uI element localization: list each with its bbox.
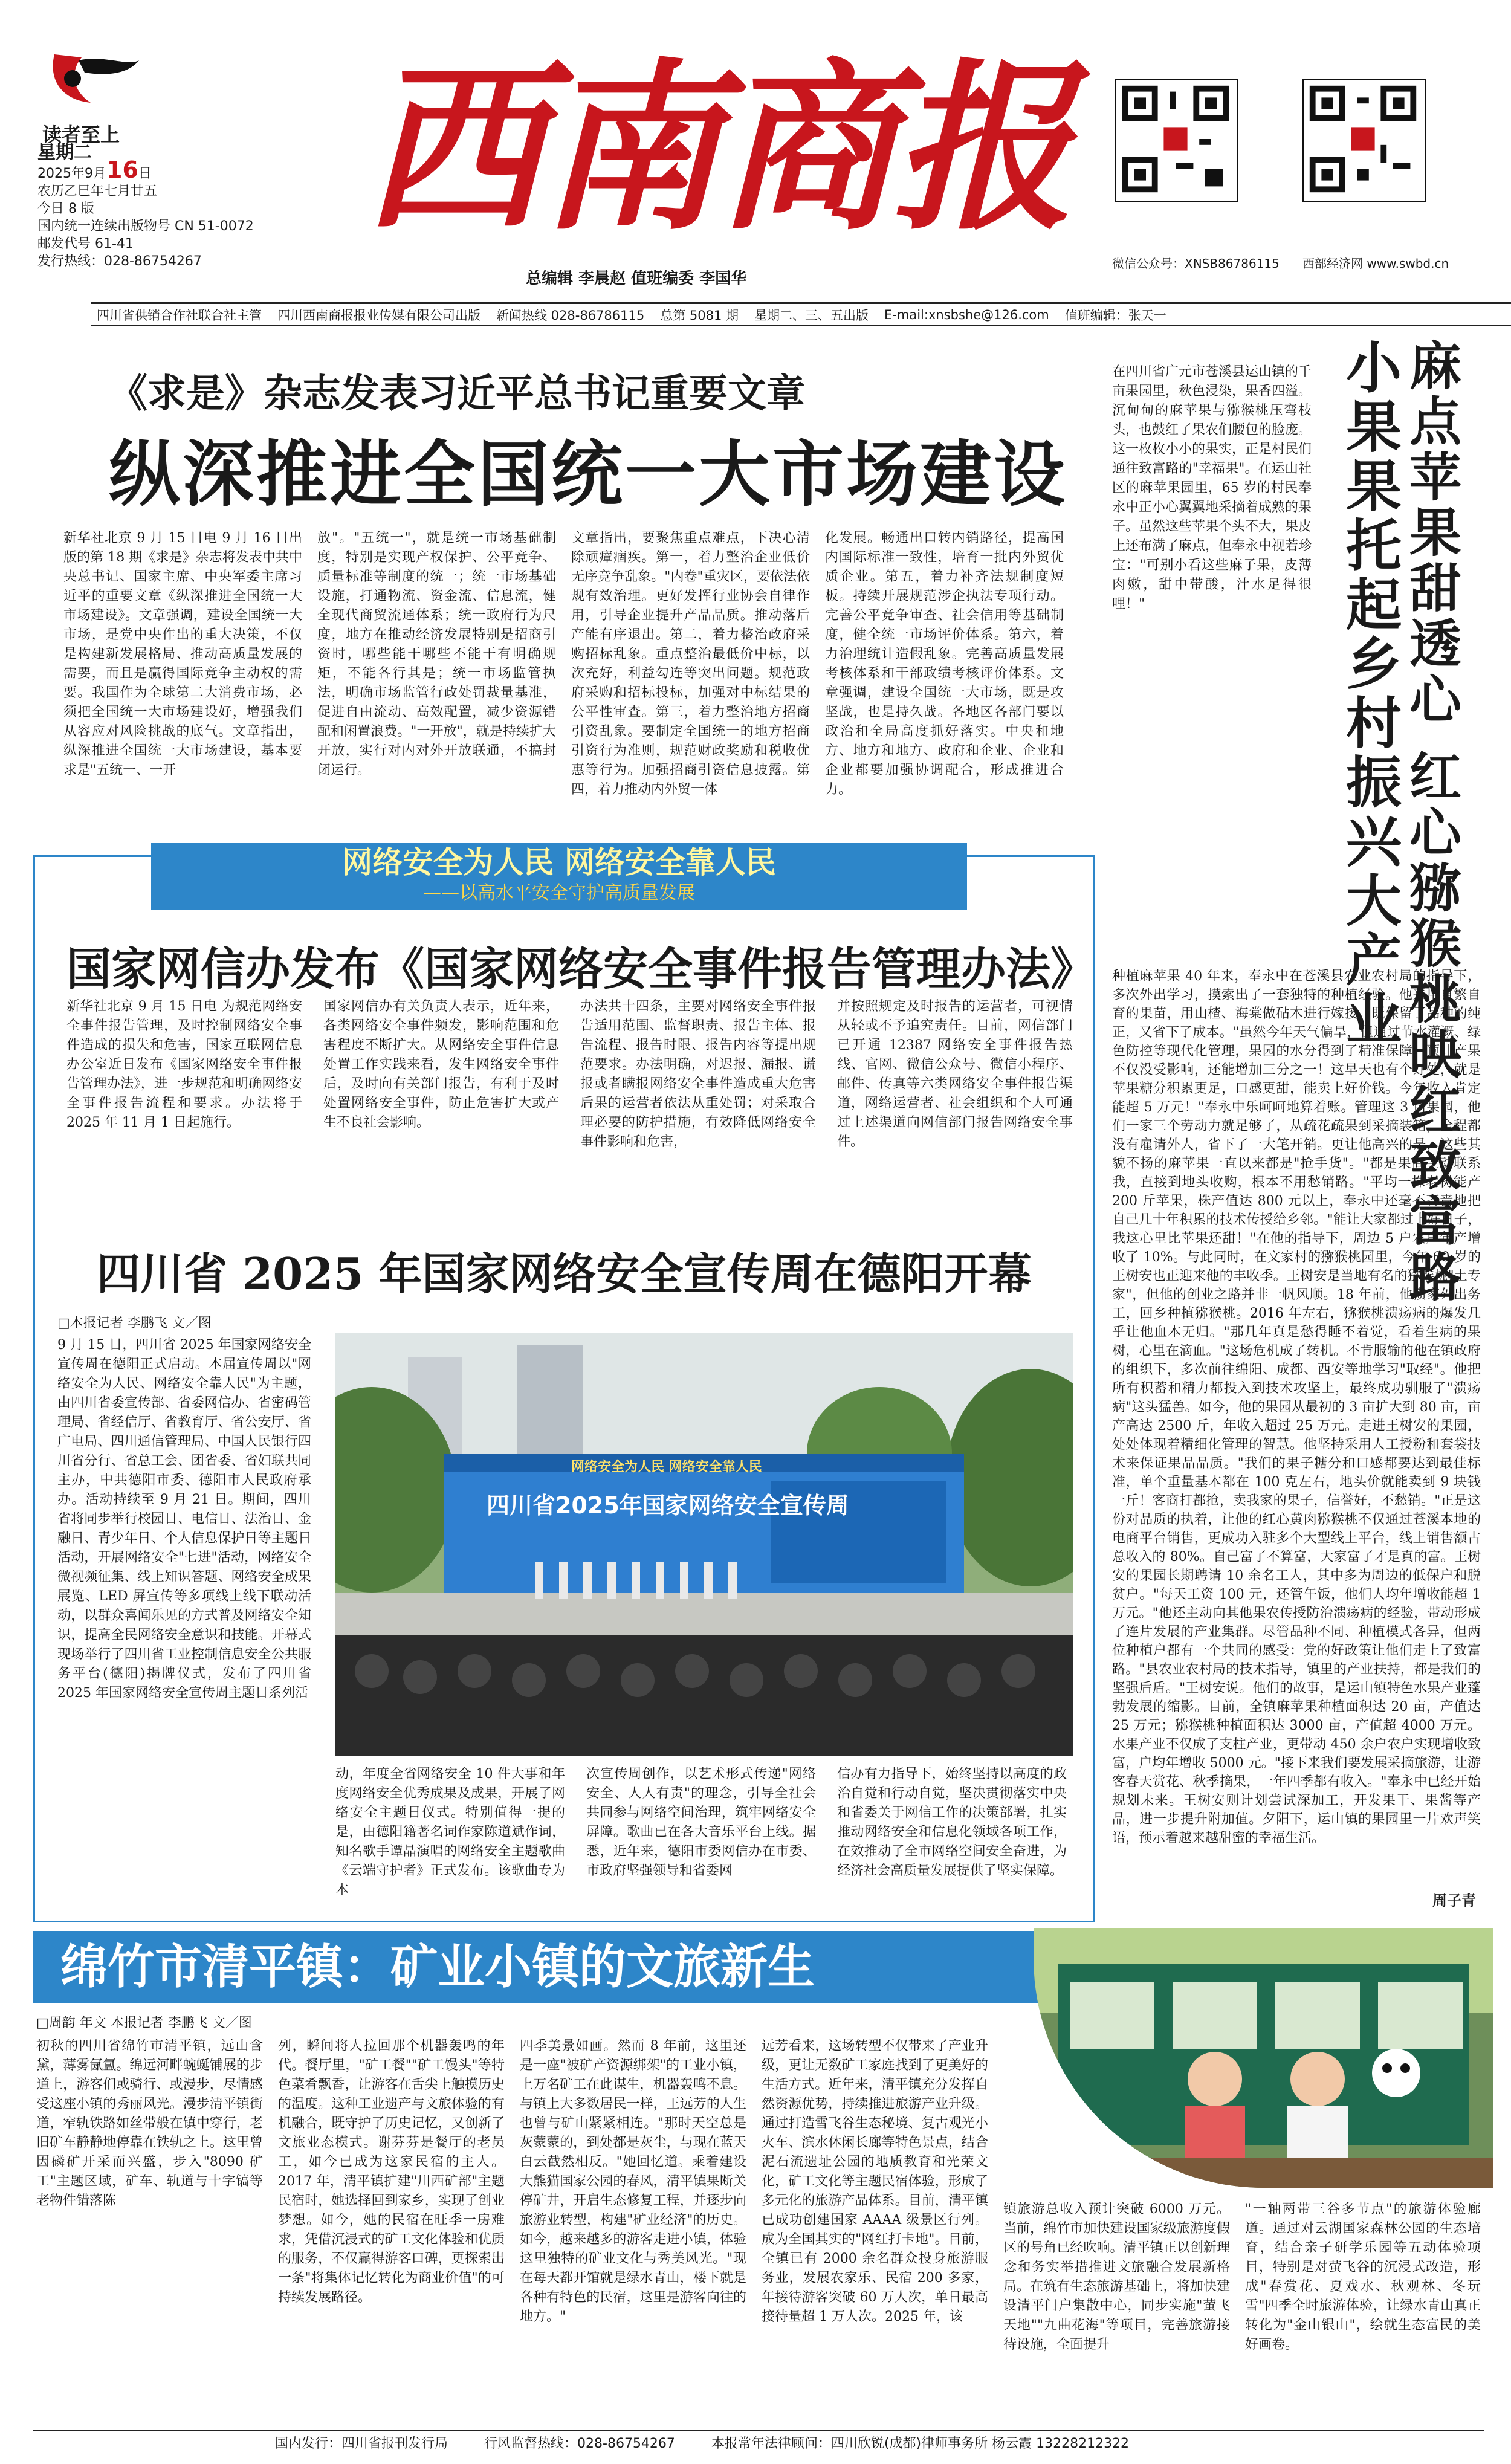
lead-col-1: 新华社北京 9 月 15 日电 9 月 16 日出版的第 18 期《求是》杂志将发表中共中央总书记、国家主席、中央军委主席习近平的重要文章《纵深推进全国统一大市场建设》。文章强调，建设全国统一大市场，是党中央作出的重大决策，不仅是构建新发展格局、推动高质量发展的需要，而且是赢得国际竞争主动权的需要。我国作为全球第二大消费市场，必须把全国统一大市场建设好，增强我们从容应对风险挑战的底气。文章指出，纵深推进全国统一大市场建设，基本要求是"五统一、一开 (63, 531, 302, 778)
publication-info-bar (91, 302, 1511, 326)
story2-col-4: 信办有力指导下，始终坚持以高度的政治自觉和行动自觉，坚决贯彻落实中央和省委关于网信工作的决策部署，扎实推动网络安全和信息化领域各项工作，在效推动了全市网络空间安全奋进，为经济社会高质量发展提供了坚实保障。 (837, 1767, 1067, 1878)
email: E-mail:xnsbshe@126.com (884, 307, 1049, 322)
story1-col-4: 并按照规定及时报告的运营者，可视情从轻或不予追究责任。目前，网信部门已开通 12387 网络安全事件报告热线、官网、微信公众号、微信小程序、邮件、传真等六类网络安全事件报告渠道，网络运营者、社会组织和个人可通过上述渠道向网信部门报告网络安全事件。 (837, 999, 1073, 1150)
bottom-col-3: 四季美景如画。然而 8 年前，这里还是一座"被矿产资源绑架"的工业小镇，上万名矿工在此谋生，机器轰鸣不息。与镇上大多数居民一样，王远芳的人生也曾与矿山紧紧相连。"那时天空总是灰蒙蒙的，到处都是灰尘，与现在蓝天白云截然相反。"她回忆道。乘着建设大熊猫国家公园的春风，清平镇果断关停矿井，开启生态修复工程，并逐步向旅游业转型，构建"矿业经济"的历史。如今，越来越多的游客走进小镇，体验这里独特的矿业文化与秀美风光。"现在每天都开馆就是绿水青山，楼下就是各种有特色的民宿，这里是游客向往的地方。" (520, 2039, 746, 2324)
security-banner-subtitle: ——以高水平安全守护高质量发展 (423, 882, 695, 904)
qr-code-website[interactable] (1302, 79, 1426, 202)
story2-headline: 四川省 2025 年国家网络安全宣传周在德阳开幕 (97, 1248, 1032, 1299)
right-headline-b: 小果果托起乡村振兴大产业 (1337, 338, 1402, 1049)
footer-legal: 本报常年法律顾问：四川欣锐(成都)律师事务所 杨云霞 13228212322 (711, 2436, 1130, 2451)
hotline: 发行热线：028-86754267 (37, 254, 202, 269)
lunar-date: 农历乙巳年七月廿五 (37, 184, 158, 199)
bottom-col-6: "一轴两带三谷多节点"的旅游体验廊道。通过对云湖国家森林公园的生态培育，结合亲子研学乐园等五动体验项目，特别是对萤飞谷的沉浸式改造，形成"春赏花、夏戏水、秋观林、冬玩雪"四季全时旅游体验，让绿水青山真正转化为"金山银山"，绘就生态富民的美好画卷。 (1245, 2202, 1481, 2352)
bottom-col-2: 列，瞬间将人拉回那个机器轰鸣的年代。餐厅里，"矿工餐""矿工馒头"等特色菜肴飘香，让游客在舌尖上触摸历史的温度。这种工业遗产与文旅体验的有机融合，既守护了历史记忆，又创新了文旅业态模式。谢芬芬是餐厅的老员工，如今已成为这家民宿的主人。2017 年，清平镇扩建"川西矿部"主题民宿时，她选择回到家乡，实现了创业梦想。如今，她的民宿在旺季一房难求，凭借沉浸式的矿工文化体验和优质的服务，不仅赢得游客口碑，更探索出一条"将集体记忆转化为商业价值"的可持续发展路径。 (278, 2039, 505, 2305)
bottom-col-4: 远芳看来，这场转型不仅带来了产业升级，更让无数矿工家庭找到了更美好的生活方式。近年来，清平镇充分发挥自然资源优势，持续推进旅游产业升级。通过打造雪飞谷生态秘境、复古观光小火车、滨水休闲长廊等特色景点，结合泥石流遗址公园的地质教育和光荣文化，矿工文化等主题民宿体验，形成了多元化的旅游产品体系。目前，清平镇已成功创建国家 AAAA 级景区行列。成为全国其实的"网红打卡地"。目前，全镇已有 2000 余名群众投身旅游服务业，发展农家乐、民宿 200 多家，年接待游客突破 60 万人次，单日最高接待量超 1 万人次。2025 年，该 (762, 2039, 988, 2324)
paper-title: 西南商报 (363, 41, 1069, 254)
newspaper-logo (36, 42, 145, 115)
story2-col-2: 动，年度全省网络安全 10 件大事和年度网络安全优秀成果及成果，开展了网络安全主题日仪式。特别值得一提的是，由德阳籍著名词作家陈道斌作词，知名歌手谭晶演唱的网络安全主题歌曲《云端守护者》正式发布。该歌曲专为本 (335, 1767, 565, 1898)
weekday: 星期二 (37, 142, 92, 163)
right-intro-text: 在四川省广元市苍溪县运山镇的千亩果园里，秋色浸染，果香四溢。沉甸甸的麻苹果与猕猴桃压弯枝头，也鼓红了果农们腰包的脸庞。这一枚枚小小的果实，正是村民们通往致富路的"幸福果"。在运山社区的麻苹果园里，65 岁的村民奉永中正小心翼翼地采摘着成熟的果子。虽然这些苹果个头不大，果皮上还布满了麻点，但奉永中视若珍宝："可别小看这些麻子果，皮薄肉嫩，甜中带酸，汁水足得很哩！" (1112, 364, 1312, 612)
news-hotline: 新闻热线 028-86786115 (496, 308, 645, 323)
story2-byline: □本报记者 李鹏飞 文／图 (57, 1316, 212, 1331)
right-author: 周子青 (1432, 1892, 1476, 1909)
duty-editor: 值班编辑：张天一 (1064, 308, 1166, 323)
publisher-supervisor: 四川省供销合作社联合社主管 (97, 308, 262, 323)
photo-stage-slogan: 网络安全为人民 网络安全靠人民 (571, 1460, 762, 1475)
tour-train-photo (1034, 1928, 1493, 2188)
bottom-col-5: 镇旅游总收入预计突破 6000 万元。当前，绵竹市加快建设国家级旅游度假区的号角已经吹响。清平镇正以创新理念和务实举措推进文旅融合发展新格局。在筑有生态旅游基础上，将加快建设清平门户集散中心，同步实施"萤飞天地""九曲花海"等项目，完善旅游接待设施，全面提升 (1003, 2202, 1230, 2352)
footer-supervision: 行风监督热线：028-86754267 (484, 2436, 675, 2451)
page-count: 今日 8 版 (37, 201, 94, 216)
footer-distribution: 国内发行：四川省报刊发行局 (275, 2436, 448, 2451)
cn-number: 国内统一连续出版物号 CN 51-0072 (37, 219, 254, 234)
lead-col-2: 放"。"五统一"，就是统一市场基础制度，特别是实现产权保护、公平竞争、质量标准等制度的统一；统一市场基础设施，打通物流、资金流、信息流，健全现代商贸流通体系；统一政府行为尺度，地方在推动经济发展特别是招商引资时，哪些能干哪些不能干有明确规矩，不能各行其是；统一市场监管执法，明确市场监管行政处罚裁量基准，促进自由流动、高效配置，减少资源错配和闲置浪费。"一开放"，就是持续扩大开放，实行对内对外开放联通，不搞封闭运行。 (317, 531, 556, 778)
logo-tagline: 读者至上 (42, 123, 120, 146)
publication-days: 星期二、三、五出版 (754, 308, 869, 323)
issue-date: 2025年9月16日 (37, 157, 152, 183)
bottom-feature-banner (33, 1931, 1091, 2003)
issue-info (37, 144, 254, 270)
bottom-byline: □周韵 年文 本报记者 李鹏飞 文／图 (36, 2016, 252, 2031)
story2-col-left: 9 月 15 日，四川省 2025 年国家网络安全宣传周在德阳正式启动。本届宣传周以"网络安全为人民、网络安全靠人民"为主题，由四川省委宣传部、省委网信办、省密码管理局、省经信厅、省教育厅、省公安厅、省广电局、四川通信管理局、中国人民银行四川省分行、省总工会、团省委、省妇联共同主办，中共德阳市委、德阳市人民政府承办。活动持续至 9 月 21 日。期间，四川省将同步举行校园日、电信日、法治日、金融日、青少年日、个人信息保护日等主题日活动，开展网络安全"七进"活动，网络安全微视频征集、线上知识答题、网络安全成果展览、LED 屏宣传等多项线上线下联动活动，以群众喜闻乐见的方式普及网络安全知识，提高全民网络安全意识和技能。开幕式现场举行了四川省工业控制信息安全公共服务平台(德阳)揭牌仪式，发布了四川省 2025 年国家网络安全宣传周主题日系列活 (57, 1337, 311, 1701)
security-banner (151, 843, 967, 910)
qr-caption-wechat: 微信公众号：XNSB86786115 (1112, 256, 1280, 271)
bottom-feature-headline: 绵竹市清平镇：矿业小镇的文旅新生 (60, 1939, 815, 1994)
footer-bar (33, 2430, 1484, 2454)
qr-code-wechat[interactable] (1115, 79, 1238, 202)
postal-code: 邮发代号 61-41 (37, 236, 134, 251)
right-headline-a: 麻点苹果甜透心 红心猕猴桃映红致富路 (1400, 338, 1461, 1305)
story1-headline: 国家网信办发布《国家网络安全事件报告管理办法》 (66, 943, 1095, 995)
opening-ceremony-photo (335, 1333, 1073, 1756)
story1-col-2: 国家网信办有关负责人表示，近年来，各类网络安全事件频发，影响范围和危害程度不断扩大。从网络安全事件信息处置工作实践来看，发生网络安全事件后，及时向有关部门报告，有利于及时处置网络安全事件，防止危害扩大或产生不良社会影响。 (323, 999, 559, 1130)
photo-stage-title: 四川省2025年国家网络安全宣传周 (487, 1492, 849, 1519)
story1-col-1: 新华社北京 9 月 15 日电 为规范网络安全事件报告管理，及时控制网络安全事件造成的损失和危害，国家互联网信息办公室近日发布《国家网络安全事件报告管理办法》，进一步规范和明确网络安全事件报告流程和要求。办法将于 2025 年 11 月 1 日起施行。 (66, 999, 302, 1130)
lead-headline: 纵深推进全国统一大市场建设 (109, 432, 1068, 516)
qr-caption-website: 西部经济网 www.swbd.cn (1302, 256, 1449, 271)
editors-line: 总编辑 李晨赵 值班编委 李国华 (526, 270, 747, 288)
bottom-col-1: 初秋的四川省绵竹市清平镇，远山含黛，薄雾氤氲。绵远河畔蜿蜒铺展的步道上，游客们或骑行、或漫步，尽情感受这座小镇的秀丽风光。漫步清平镇街道，窄轨铁路如丝带般在镇中穿行，老旧矿车静静地停靠在铁轨之上。这里曾因磷矿开采而兴盛，步入"8090 矿工"主题区域，矿车、轨道与十字镐等老物件错落陈 (36, 2039, 263, 2208)
publisher: 四川西南商报报业传媒有限公司出版 (277, 308, 480, 323)
security-banner-slogan: 网络安全为人民 网络安全靠人民 (342, 844, 776, 880)
story2-col-3: 次宣传周创作，以艺术形式传递"网络安全、人人有责"的理念，引导全社会共同参与网络空间治理，筑牢网络安全屏障。歌曲已在各大音乐平台上线。据悉，近年来，德阳市委网信办在市委、市政府坚强领导和省委网 (586, 1767, 816, 1878)
lead-col-4: 化发展。畅通出口转内销路径，提高国内国际标准一致性，培育一批内外贸优质企业。第五，着力补齐法规制度短板。持续开展规范涉企执法专项行动。完善公平竞争审查、社会信用等基础制度，健全统一市场评价体系。第六，着力治理统计造假乱象。完善高质量发展考核体系和干部政绩考核评价体系。文章强调，建设全国统一大市场，既是攻坚战，也是持久战。各地区各部门要以政治和全局高度抓好落实。中央和地方、地方和地方、政府和企业、企业和企业都要加强协调配合，形成推进合力。 (825, 531, 1064, 797)
story1-col-3: 办法共十四条，主要对网络安全事件报告适用范围、监督职责、报告主体、报告流程、报告时限、报告内容等提出规范要求。办法明确，对迟报、漏报、谎报或者瞒报网络安全事件造成重大危害后果的运营者依法从重处罚；对采取合理必要的防护措施，有效降低网络安全事件影响和危害， (580, 999, 816, 1150)
lead-col-3: 文章指出，要聚焦重点难点，下决心清除顽瘴痼疾。第一，着力整治企业低价无序竞争乱象。"内卷"重灾区，要依法依规有效治理。更好发挥行业协会自律作用，引导企业提升产品品质。推动落后产能有序退出。第二，着力整治政府采购招标乱象。重点整治最低价中标，以次充好，利益勾连等突出问题。规范政府采购和招标投标，加强对中标结果的公平性审查。第三，着力整治地方招商引资乱象。要制定全国统一的地方招商引资行为准则，规范财政奖励和税收优惠等行为。加强招商引资信息披露。第四，着力推动内外贸一体 (571, 531, 810, 797)
right-body-text: 种植麻苹果 40 年来，奉永中在苍溪县农业农村局的指导下，多次外出学习，摸索出了一套独特的种植经验。他采用自繁自育的果苗，用山楂、海棠做砧木进行嫁接，既保留了品种的纯正，又省下了成本。"虽然今年天气偏旱，但通过节水灌溉、绿色防控等现代化管理，果园的水分得到了精准保障，预计产果不仅没受影响，还能增加三分之一！这早天也有个好处，就是苹果糖分积累更足，口感更甜，能卖上好价钱。今年收入肯定能超 5 万元！"奉永中乐呵呵地算着账。管理这 3 亩果园，他们一家三个劳动力就足够了，从疏花疏果到采摘装箱，全程都没有雇请外人，省下了一大笔开销。更让他高兴的是，这些其貌不扬的麻苹果一直以来都是"抢手货"。"都是果商主动联系我，直接到地头收购，根本不用愁销路。"平均一株老树能产 200 斤苹果，株产值达 800 元以上，奉永中还毫不吝啬地把自己几十年积累的技术传授给乡邻。"能让大家都过上好日子，我这心里比苹果还甜！"在他的指导下，周边 5 户农户年产增收了 10%。与此同时，在文家村的猕猴桃园里，今年 60 岁的王树安也正迎来他的丰收季。王树安是当地有名的猕猴桃"土专家"，但他的创业之路并非一帆风顺。18 年前，他攒家外出务工，回乡种植猕猴桃。2016 年左右，猕猴桃溃疡病的爆发几乎让他血本无归。"那几年真是愁得睡不着觉，看着生病的果树，心里在滴血。"这场危机成了转机。不肯服输的他在镇政府的组织下，多次前往绵阳、成都、西安等地学习"取经"。他把所有积蓄和精力都投入到技术攻坚上，最终成功驯服了"溃疡病"这头猛兽。如今，他的果园从最初的 3 亩扩大到 80 亩，亩产高达 2500 斤，年收入超过 25 万元。走进王树安的果园，处处体现着精细化管理的智慧。他坚持采用人工授粉和套袋技术来保证果品品质。"我们的果子糖分和口感都要达到最佳标准，单个重量基本都在 100 克左右，地头价就能卖到 9 块钱一斤！客商打都抢，卖我家的果子，信誉好，不愁销。"正是这份对品质的执着，让他的红心黄肉猕猴桃不仅通过苍溪本地的电商平台销售，更成功入驻多个大型线上平台，线上销售额占总收入的 80%。自己富了不算富，大家富了才是真的富。王树安的果园长期聘请 10 余名工人，其中多为周边的低保户和脱贫户。"每天工资 100 元，还管午饭，他们人均年增收能超 1 万元。"他还主动向其他果农传授防治溃疡病的经验，带动形成了连片发展的产业集群。尽管品种不同、种植模式各异，但两位种植户都有一个共同的感受：党的好政策让他们走上了致富路。"县农业农村局的技术指导，镇里的产业扶持，都是我们的坚强后盾。"王树安说。他们的故事，是运山镇特色水果产业蓬勃发展的缩影。目前，全镇麻苹果种植面积达 20 亩，产值达 25 万元；猕猴桃种植面积达 3000 亩，产值超 4000 万元。水果产业不仅成了支柱产业，更带动 450 余户农户实现增收致富，户均年增收 5000 元。"接下来我们要发展采摘旅游，让游客春天赏花、秋季摘果，一年四季都有收入。"奉永中已经开始规划未来。王树安则计划尝试深加工，开发果干、果酱等产品，进一步提升附加值。夕阳下，运山镇的果园里一片欢声笑语，预示着越来越甜蜜的幸福生活。 (1112, 969, 1481, 1846)
lead-kicker: 《求是》杂志发表习近平总书记重要文章 (109, 371, 805, 416)
issue-number: 总第 5081 期 (660, 308, 739, 323)
